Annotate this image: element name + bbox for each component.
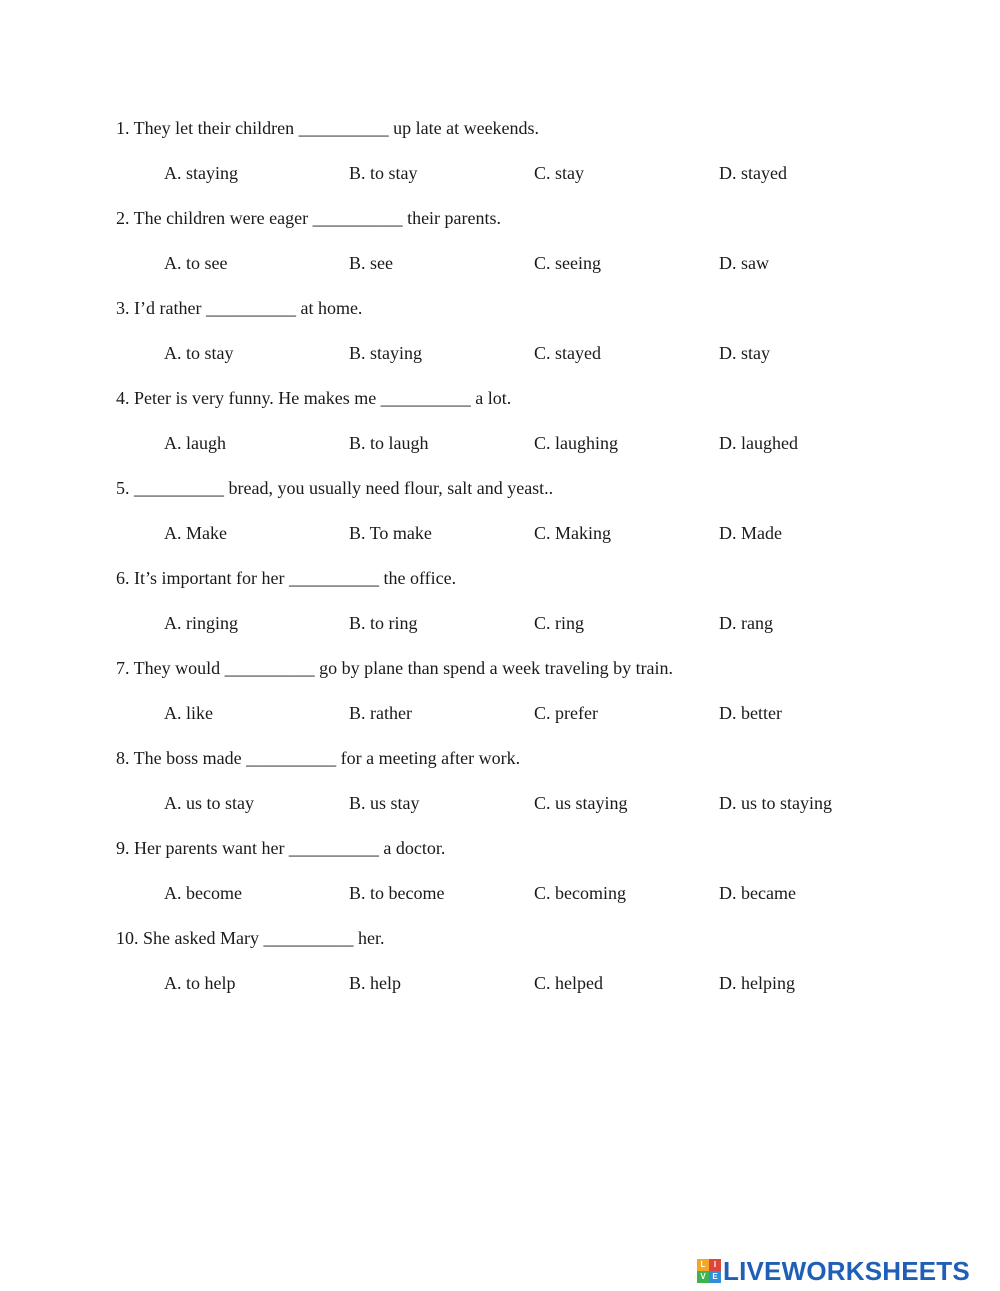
option-a[interactable]: A. to see	[164, 253, 228, 273]
question-3	[116, 294, 916, 384]
option-a[interactable]: A. staying	[164, 163, 238, 183]
option-c[interactable]: C. stayed	[534, 343, 601, 363]
question-stem: 4. Peter is very funny. He makes me __________ a lot.	[116, 388, 512, 408]
option-b[interactable]: B. staying	[349, 343, 423, 363]
logo-mark-icon	[697, 1259, 721, 1283]
answer-options	[164, 789, 924, 817]
question-stem: 3. I’d rather __________ at home.	[116, 298, 363, 318]
question-9	[116, 834, 916, 924]
logo-text: LIVEWORKSHEETS	[723, 1256, 970, 1286]
option-d[interactable]: D. laughed	[719, 433, 798, 453]
question-5	[116, 474, 916, 564]
answer-options	[164, 879, 924, 907]
question-stem: 5. __________ bread, you usually need flour, salt and yeast..	[116, 478, 554, 498]
answer-options	[164, 699, 924, 727]
option-a[interactable]: A. Make	[164, 523, 227, 543]
option-b[interactable]: B. help	[349, 973, 401, 993]
question-stem: 6. It’s important for her __________ the office.	[116, 568, 457, 588]
question-stem: 8. The boss made __________ for a meeting after work.	[116, 748, 521, 768]
question-stem: 7. They would __________ go by plane than spend a week traveling by train.	[116, 658, 674, 678]
option-b[interactable]: B. to ring	[349, 613, 418, 633]
option-b[interactable]: B. see	[349, 253, 393, 273]
answer-options	[164, 969, 924, 997]
question-1	[116, 114, 916, 204]
option-c[interactable]: C. us staying	[534, 793, 628, 813]
option-a[interactable]: A. like	[164, 703, 213, 723]
option-a[interactable]: A. ringing	[164, 613, 238, 633]
question-7	[116, 654, 916, 744]
option-d[interactable]: D. stayed	[719, 163, 787, 183]
option-b[interactable]: B. to become	[349, 883, 445, 903]
answer-options	[164, 249, 924, 277]
option-d[interactable]: D. better	[719, 703, 782, 723]
option-b[interactable]: B. to stay	[349, 163, 418, 183]
option-a[interactable]: A. to help	[164, 973, 236, 993]
option-d[interactable]: D. rang	[719, 613, 773, 633]
question-8	[116, 744, 916, 834]
question-stem: 9. Her parents want her __________ a doctor.	[116, 838, 446, 858]
option-d[interactable]: D. Made	[719, 523, 782, 543]
option-b[interactable]: B. rather	[349, 703, 412, 723]
answer-options	[164, 429, 924, 457]
answer-options	[164, 339, 924, 367]
option-d[interactable]: D. became	[719, 883, 796, 903]
option-b[interactable]: B. us stay	[349, 793, 420, 813]
question-stem: 10. She asked Mary __________ her.	[116, 928, 385, 948]
option-a[interactable]: A. us to stay	[164, 793, 254, 813]
logo-mark-letter: E	[709, 1271, 721, 1283]
option-c[interactable]: C. Making	[534, 523, 612, 543]
option-a[interactable]: A. laugh	[164, 433, 226, 453]
logo-mark-letter: V	[697, 1271, 709, 1283]
worksheet	[116, 114, 916, 1014]
question-2	[116, 204, 916, 294]
option-c[interactable]: C. stay	[534, 163, 585, 183]
option-c[interactable]: C. helped	[534, 973, 603, 993]
option-a[interactable]: A. become	[164, 883, 242, 903]
answer-options	[164, 609, 924, 637]
option-b[interactable]: B. to laugh	[349, 433, 429, 453]
logo-mark-letter: I	[709, 1259, 721, 1271]
logo-mark-letter: L	[697, 1259, 709, 1271]
option-d[interactable]: D. us to staying	[719, 793, 833, 813]
question-stem: 1. They let their children __________ up late at weekends.	[116, 118, 540, 138]
answer-options	[164, 159, 924, 187]
option-c[interactable]: C. ring	[534, 613, 585, 633]
answer-options	[164, 519, 924, 547]
option-d[interactable]: D. helping	[719, 973, 795, 993]
option-b[interactable]: B. To make	[349, 523, 432, 543]
question-4	[116, 384, 916, 474]
option-c[interactable]: C. prefer	[534, 703, 598, 723]
option-c[interactable]: C. becoming	[534, 883, 626, 903]
option-c[interactable]: C. laughing	[534, 433, 618, 453]
option-d[interactable]: D. stay	[719, 343, 770, 363]
option-a[interactable]: A. to stay	[164, 343, 234, 363]
question-stem: 2. The children were eager __________ their parents.	[116, 208, 502, 228]
option-d[interactable]: D. saw	[719, 253, 769, 273]
question-6	[116, 564, 916, 654]
question-10	[116, 924, 916, 1014]
liveworksheets-logo	[697, 1256, 970, 1286]
option-c[interactable]: C. seeing	[534, 253, 601, 273]
